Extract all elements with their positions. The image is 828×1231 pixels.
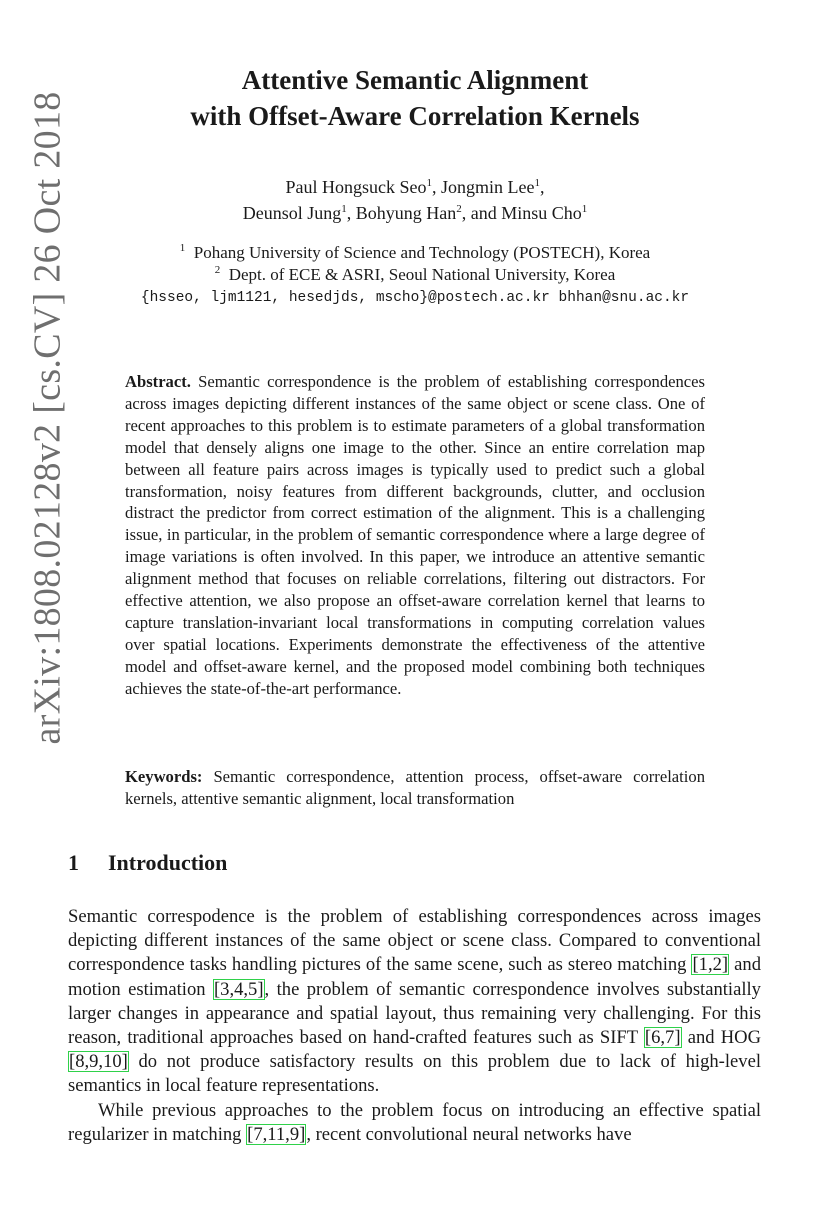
affiliation-1-text: Pohang University of Science and Technology (POSTECH), Korea [193,243,651,262]
arxiv-identifier-text: arXiv:1808.02128v2 [cs.CV] 26 Oct 2018 [27,91,70,745]
affiliation-1 [100,242,730,264]
citation-link[interactable]: [7,11,9] [247,1123,306,1145]
affiliation-mark: 1 [341,203,347,215]
citation-link[interactable]: [6,7] [644,1027,681,1049]
author-name: Bohyung Han [355,203,457,223]
affiliation-2 [100,264,730,286]
author-name: Jongmin Lee [441,177,535,197]
abstract-label: Abstract. [125,372,191,391]
paragraph-text: and motion estimation [68,954,761,1000]
citation-link[interactable]: [3,4,5] [213,978,264,1000]
section-title: Introduction [108,850,228,875]
section-heading [68,850,227,876]
keywords [125,766,705,810]
title-line-1: Attentive Semantic Alignment [241,65,589,95]
keywords-text: Semantic correspondence, attention process, offset-aware correlation kernels, attentive semantic alignment, local transformation [125,767,705,808]
paper-title [100,62,730,134]
affiliation-mark: 1 [426,177,432,189]
paragraph-text: do not produce satisfactory results on this problem due to lack of high-level semantics in local feature representations. [68,1051,761,1097]
paragraph-text: , the problem of semantic correspondence involves substantially larger changes in appearance and spatial layout, thus remaining very challenging. For this reason, traditional approaches based on hand-crafted features such as SIFT [68,978,761,1049]
affiliation-2-text: Dept. of ECE & ASRI, Seoul National University, Korea [228,265,616,284]
affiliation-mark: 1 [179,242,186,254]
affiliations [100,242,730,309]
introduction-body [68,905,761,1147]
section-number: 1 [68,850,79,875]
arxiv-identifier [16,68,80,768]
paragraph-text: , recent convolutional neural networks have [306,1123,632,1145]
author-name: Deunsol Jung [242,203,342,223]
author-line-1: Paul Hongsuck Seo$^1$, Jongmin Lee$^1$, [285,177,545,197]
abstract-text: Semantic correspondence is the problem of establishing correspondences across images depicting different instances of the same object or scene class. One of recent approaches to this problem is to estimate parameters of a global transformation model that densely aligns one image to the other. Since an entire correlation map between all feature pairs across images is typically used to predict such a global transformation, noisy features from different backgrounds, clutter, and occlusion distract the predictor from correct estimation of the alignment. This is a challenging issue, in particular, in the problem of semantic correspondence where a large degree of image variations is often involved. In this paper, we introduce an attentive semantic alignment method that focuses on reliable correlations, filtering out distractors. For effective attention, we also propose an offset-aware correlation kernel that learns to capture translation-invariant local transformations in computing correlation values over spatial locations. Experiments demonstrate the effectiveness of the attentive model and offset-aware kernel, and the proposed model combining both techniques achieves the state-of-the-art performance. [125,372,705,698]
intro-paragraph-2 [68,1099,761,1147]
author-list [100,174,730,226]
title-line-2: with Offset-Aware Correlation Kernels [190,101,640,131]
intro-paragraph-1 [68,905,761,1099]
author-line-2: Deunsol Jung$^1$, Bohyung Han$^2$, and Minsu Cho$^1$ [242,203,588,223]
affiliation-mark: 1 [534,177,540,189]
keywords-label: Keywords: [125,767,203,786]
abstract [125,371,705,700]
paragraph-text: and HOG [681,1027,761,1049]
author-emails: {hsseo, ljm1121, hesedjds, mscho}@postech.ac.kr bhhan@snu.ac.kr [140,290,690,306]
author-name: Paul Hongsuck Seo [285,177,427,197]
paragraph-text: Semantic correspodence is the problem of establishing correspondences across images depicting different instances of the same object or scene class. Compared to conventional correspondence tasks handling pictures of the same scene, such as stereo matching [68,906,761,976]
citation-link[interactable]: [1,2] [692,954,729,976]
author-name: Minsu Cho [501,203,582,223]
paragraph-text: While previous approaches to the problem focus on introducing an effective spatial regularizer in matching [68,1099,761,1145]
citation-link[interactable]: [8,9,10] [69,1051,128,1073]
affiliation-mark: 1 [581,203,588,215]
affiliation-mark: 2 [456,203,462,215]
affiliation-mark: 2 [214,264,221,276]
